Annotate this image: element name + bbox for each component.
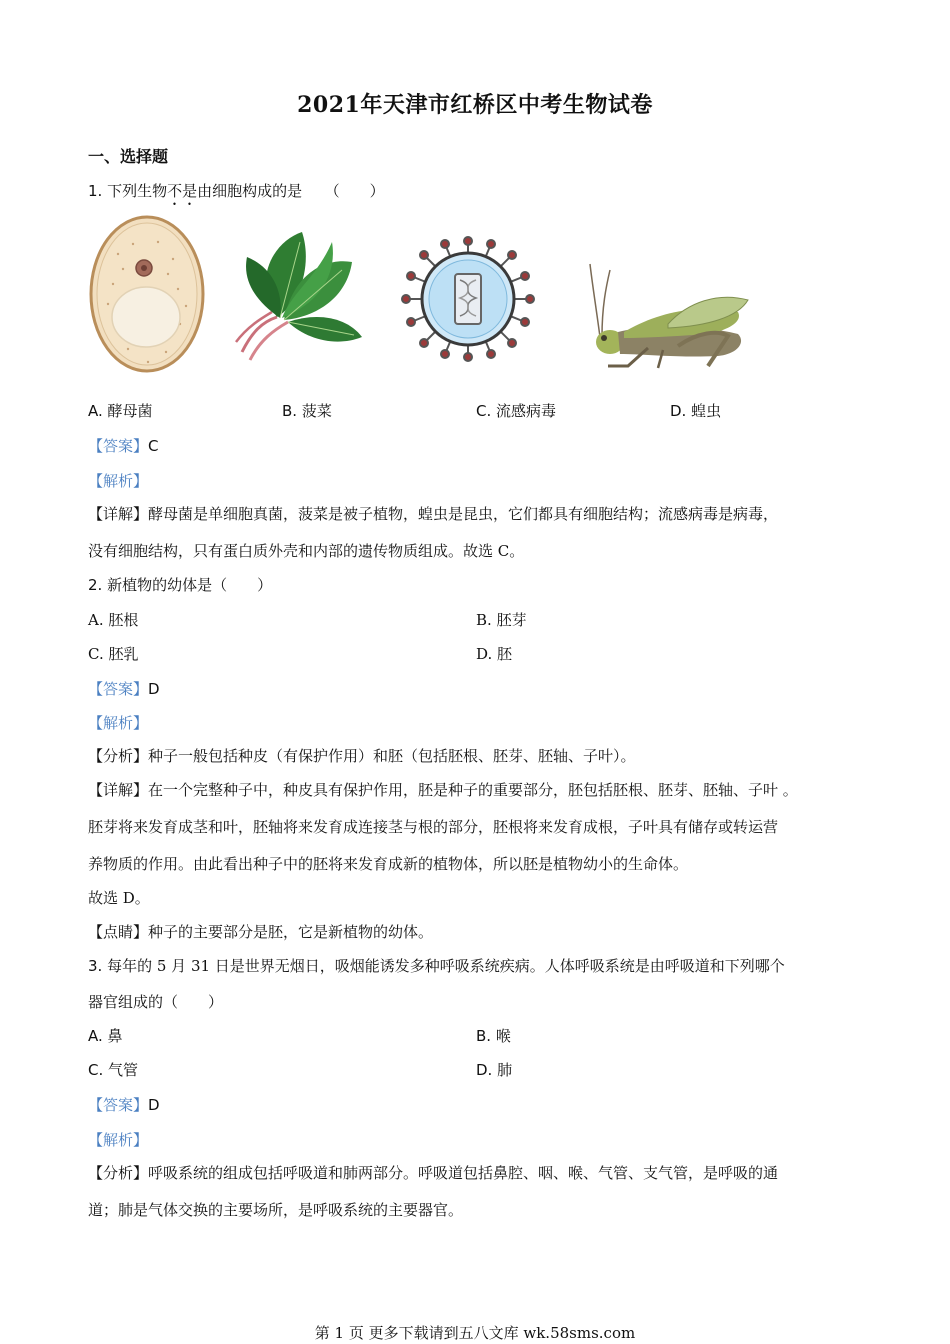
q3-number: 3. [88, 957, 103, 975]
q3-option-d-key: D. [476, 1061, 493, 1079]
q2-dianjing [88, 921, 433, 942]
q3-fenxi-line-1 [88, 1162, 778, 1183]
q2-choose: 故选 D。 [88, 889, 150, 907]
q1-option-a-text: 酵母菌 [107, 402, 153, 420]
q3-stem-line-2: 器官组成的（ ） [88, 993, 224, 1011]
q1-option-d [670, 400, 721, 421]
q2-option-c [88, 643, 139, 664]
q1-option-b-key: B. [282, 402, 298, 420]
fenxi-text: 种子一般包括种皮（有保护作用）和胚（包括胚根、胚芽、胚轴、子叶）。 [148, 747, 636, 765]
q2-analysis-tag: 【解析】 [88, 714, 149, 732]
q2-option-a-text: 胚根 [108, 611, 139, 629]
detail-text: 在一个完整种子中，种皮具有保护作用，胚是种子的重要部分，胚包括胚根、胚芽、胚轴、子叶 。 [148, 781, 798, 799]
q1-stem-emphasis: 不是 [167, 182, 198, 200]
q1-stem-pre: 下列生物 [107, 182, 168, 200]
fenxi-tag: 【分析】 [88, 1164, 149, 1182]
q2-option-a-key: A. [88, 611, 104, 629]
fenxi-tag: 【分析】 [88, 747, 149, 765]
q1-option-b-text: 菠菜 [301, 402, 332, 420]
page-footer: 第 1 页 更多下载请到五八文库 wk.58sms.com [314, 1324, 636, 1342]
q1-option-c-key: C. [476, 402, 492, 420]
q1-option-d-text: 蝗虫 [691, 402, 722, 420]
q3-option-a [88, 1025, 123, 1046]
q1-detail-line-2: 没有细胞结构，只有蛋白质外壳和内部的遗传物质组成。故选 C。 [88, 542, 525, 560]
q1-option-d-key: D. [670, 402, 687, 420]
q1-option-c [476, 400, 556, 421]
q3-analysis-tag: 【解析】 [88, 1131, 149, 1149]
q3-option-b-text: 喉 [495, 1027, 511, 1045]
answer-tag: 【答案】 [88, 1096, 149, 1114]
q3-option-c-key: C. [88, 1061, 104, 1079]
locust-image [588, 262, 754, 370]
answer-value: D [148, 1096, 160, 1114]
dianjing-text: 种子的主要部分是胚，它是新植物的幼体。 [148, 923, 434, 941]
answer-tag: 【答案】 [88, 680, 149, 698]
q1-number: 1. [88, 182, 103, 200]
q3-option-d-text: 肺 [497, 1061, 513, 1079]
q1-stem [88, 180, 385, 209]
q1-option-b [282, 400, 332, 421]
q3-option-a-text: 鼻 [107, 1027, 123, 1045]
q2-number: 2. [88, 576, 103, 594]
detail-text: 酵母菌是单细胞真菌，菠菜是被子植物，蝗虫是昆虫，它们都具有细胞结构；流感病毒是病毒， [148, 505, 779, 523]
q1-stem-post: 由细胞构成的是 （ ） [197, 182, 385, 200]
q1-option-a [88, 400, 153, 421]
q2-stem [88, 574, 272, 595]
q2-option-a [88, 609, 138, 630]
q2-option-c-text: 胚乳 [108, 645, 139, 663]
q1-answer [88, 435, 159, 456]
q2-stem-text: 新植物的幼体是（ ） [107, 576, 273, 594]
q2-option-d [476, 643, 512, 664]
detail-tag: 【详解】 [88, 781, 149, 799]
q2-option-b-key: B. [476, 611, 492, 629]
q2-fenxi [88, 745, 636, 766]
q3-stem-text: 每年的 5 月 31 日是世界无烟日，吸烟能诱发多种呼吸系统疾病。人体呼吸系统是由呼吸道和下列哪个 [107, 957, 785, 975]
influenza-virus-image [398, 236, 538, 362]
q3-option-a-key: A. [88, 1027, 103, 1045]
q3-option-c-text: 气管 [108, 1061, 139, 1079]
q2-option-c-key: C. [88, 645, 104, 663]
detail-tag: 【详解】 [88, 505, 149, 523]
fenxi-text: 呼吸系统的组成包括呼吸道和肺两部分。呼吸道包括鼻腔、咽、喉、气管、支气管，是呼吸的通 [148, 1164, 779, 1182]
q3-fenxi-line-2: 道；肺是气体交换的主要场所，是呼吸系统的主要器官。 [88, 1201, 464, 1219]
q3-option-d [476, 1059, 512, 1080]
q2-detail-line-2: 胚芽将来发育成茎和叶，胚轴将来发育成连接茎与根的部分，胚根将来发育成根，子叶具有储存或转运营 [88, 818, 779, 836]
q2-option-b [476, 609, 527, 630]
q2-option-b-text: 胚芽 [496, 611, 527, 629]
answer-value: D [148, 680, 160, 698]
answer-tag: 【答案】 [88, 437, 149, 455]
q1-option-c-text: 流感病毒 [496, 402, 557, 420]
spinach-image [222, 222, 370, 368]
dianjing-tag: 【点睛】 [88, 923, 149, 941]
q2-detail-line-3: 养物质的作用。由此看出种子中的胚将来发育成新的植物体，所以胚是植物幼小的生命体。 [88, 855, 689, 873]
section-heading: 一、选择题 [88, 147, 169, 166]
yeast-cell-image [88, 214, 206, 374]
page-title: 2021年天津市红桥区中考生物试卷 [297, 92, 653, 118]
q3-option-c [88, 1059, 138, 1080]
q1-detail-line-1 [88, 503, 778, 524]
q3-option-b [476, 1025, 511, 1046]
q2-option-d-key: D. [476, 645, 493, 663]
q1-analysis-tag: 【解析】 [88, 472, 149, 490]
q3-option-b-key: B. [476, 1027, 492, 1045]
q2-detail-line-1 [88, 779, 798, 800]
q2-option-d-text: 胚 [497, 645, 513, 663]
q2-answer [88, 678, 160, 699]
answer-value: C [148, 437, 159, 455]
q3-answer [88, 1094, 160, 1115]
q1-option-a-key: A. [88, 402, 103, 420]
q3-stem-line-1 [88, 955, 785, 976]
